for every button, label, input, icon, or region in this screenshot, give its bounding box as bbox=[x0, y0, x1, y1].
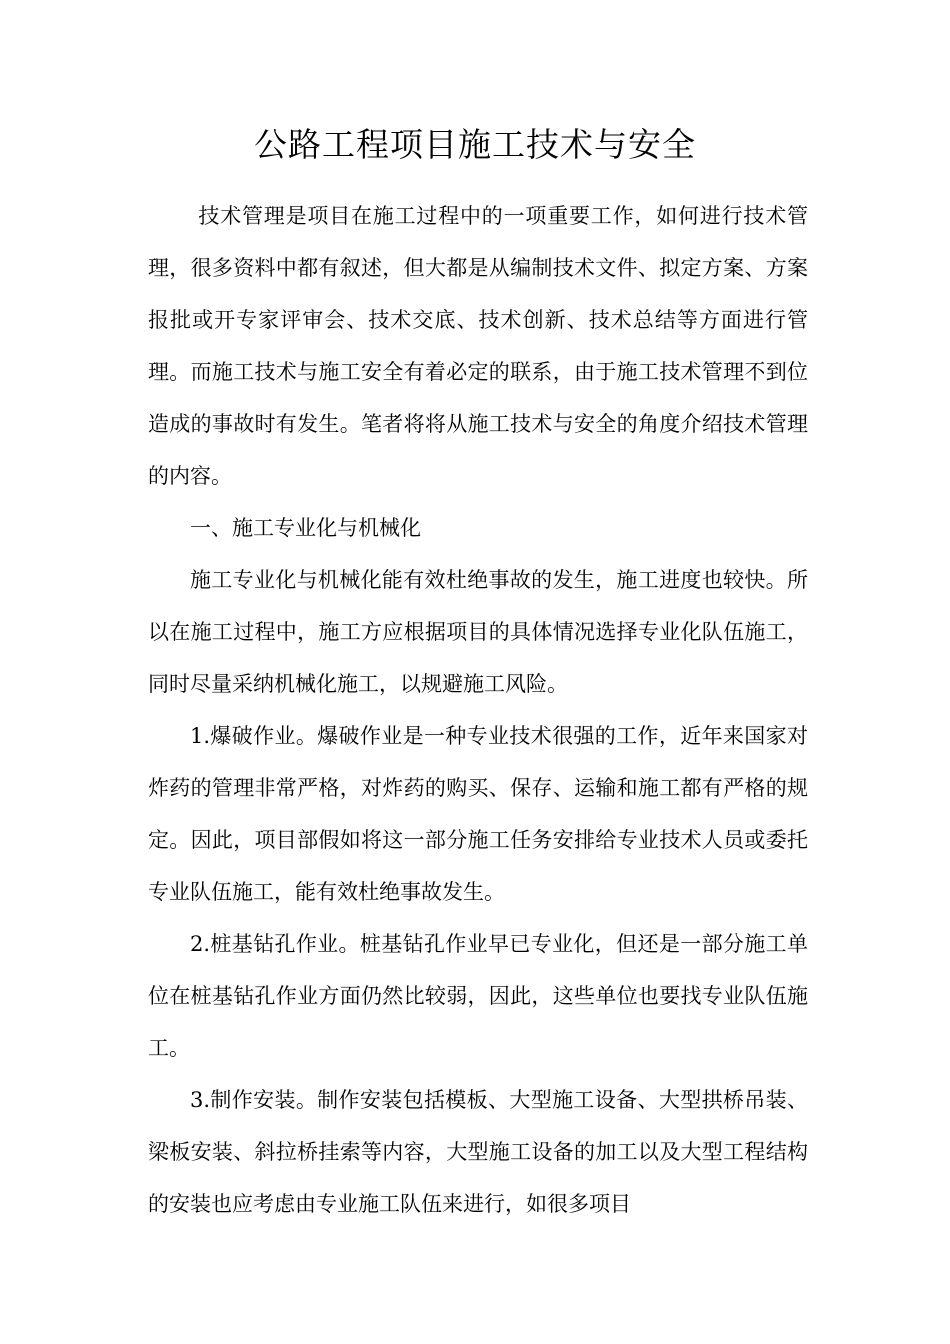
paragraph-intro: 技术管理是项目在施工过程中的一项重要工作，如何进行技术管理，很多资料中都有叙述，但大都是从编制技术文件、拟定方案、方案报批或开专家评审会、技术交底、技术创新、技术总结等方面进行管理。而施工技术与施工安全有着必定的联系，由于施工技术管理不到位造成的事故时有发生。笔者将将从施工技术与安全的角度介绍技术管理的内容。 bbox=[148, 204, 808, 488]
paragraph-item-3: 3.制作安装。制作安装包括模板、大型施工设备、大型拱桥吊装、梁板安装、斜拉桥挂索等内容，大型施工设备的加工以及大型工程结构的安装也应考虑由专业施工队伍来进行，如很多项目 bbox=[148, 1088, 808, 1216]
paragraph-item-2: 2.桩基钻孔作业。桩基钻孔作业早已专业化，但还是一部分施工单位在桩基钻孔作业方面仍然比较弱，因此，这些单位也要找专业队伍施工。 bbox=[148, 932, 808, 1060]
document-title: 公路工程项目施工技术与安全 bbox=[254, 125, 696, 164]
paragraph-item-1: 1.爆破作业。爆破作业是一种专业技术很强的工作，近年来国家对炸药的管理非常严格，对炸药的购买、保存、运输和施工都有严格的规定。因此，项目部假如将这一部分施工任务安排给专业技术人员或委托专业队伍施工，能有效杜绝事故发生。 bbox=[148, 724, 808, 904]
document-body bbox=[148, 190, 808, 1230]
section-heading-1: 一、施工专业化与机械化 bbox=[190, 516, 421, 540]
paragraph-section-1: 施工专业化与机械化能有效杜绝事故的发生，施工进度也较快。所以在施工过程中，施工方应根据项目的具体情况选择专业化队伍施工，同时尽量采纳机械化施工，以规避施工风险。 bbox=[148, 568, 808, 696]
